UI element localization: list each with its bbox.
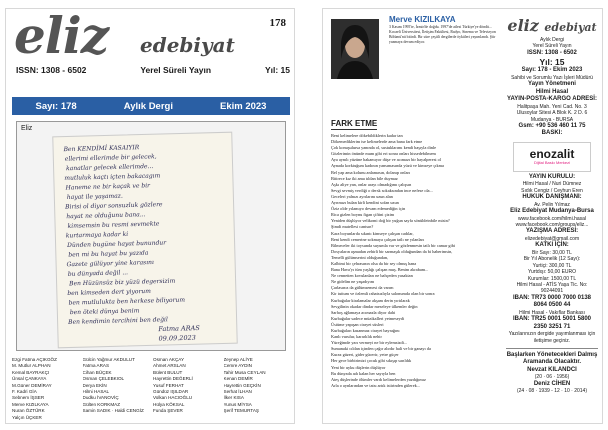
contributor-name: Tahir Musa CEYLAN <box>223 369 266 375</box>
handwriting-line: ben mi bu hayat bu yazıda <box>68 249 149 259</box>
poem-line: Sarhoş ağlamaya acımazla diyor dahi <box>331 309 396 315</box>
sidebar-owner-title: Sahibi ve Sorumlu Yazı İşleri Müdürü <box>511 74 593 81</box>
contributor-name: Ahmet ARSLAN <box>153 363 186 369</box>
handwriting-line: kanatlar gelecek ellerimde... <box>66 162 154 173</box>
sidebar-sub-4: Yurtdışı: 50,00 EURO <box>527 269 577 276</box>
contributor-name: Hayrettin GEÇKİN <box>223 382 261 388</box>
magazine-logo-sub: edebiyat <box>140 33 235 57</box>
year: Yıl: 15 <box>264 65 290 75</box>
handwriting-line: ben mutlulukta ben herkese biliyorum <box>68 296 186 307</box>
poem-line: Beni kelimelere dökebildiklerin kadar tan <box>331 133 403 138</box>
sidebar-print-title: BASKI: <box>541 130 563 137</box>
issue-band <box>12 97 290 115</box>
handwritten-page <box>52 132 237 349</box>
poem-line: Aya aynılı yüzüne bakamıyor düşe ve acımazı bir hayalperest ol <box>331 157 441 163</box>
contributor-name: Cihan BÜÇEK <box>82 369 112 375</box>
poem-line: Kanlı vurulur, kararlılık nehir <box>331 334 382 340</box>
contributor-name: Dudku İVANOVİÇ <box>82 395 119 401</box>
issue-number-corner: 178 <box>269 17 286 29</box>
sidebar-bank-3: Hilmi Hasal - Vakıflar Bankası <box>519 309 585 316</box>
contributor-name: Sebnem İŞSER <box>12 395 45 401</box>
sidebar-address-title: YAYIN-POSTA-KARGO ADRESİ: <box>507 96 597 103</box>
poem-line: Bitirece kız iki ama tıldan bile duymaz <box>331 175 398 181</box>
poem-line: Kurbağaları kasanmaz cirayet bayrağını <box>331 328 400 333</box>
sidebar-monthly: Aylık Dergi <box>539 37 565 43</box>
contributors-list <box>12 357 290 421</box>
author-bio: 3 Kasım 1995'te, İzmir'de doğdu. 1997'de ailesi Türkiye'ye döndü... Kocaeli Üniversitesi, İletişim Fakültesi, Radyo, Sinema ve Televizyon Bölümü'nü bitirdi. Bir süre çeşitli dergilerde öyküleri yayımlandı. Şiir yazmaya devam ediyor. <box>389 25 496 44</box>
sidebar-legal: Av. Pelin Yılmaz <box>534 201 570 208</box>
issue-number: Sayı: 178 <box>35 100 77 112</box>
contributor-name: Volkan HACIOĞLU <box>153 395 193 401</box>
poem-line: Bilmeceler iki toysunda suyumla var ve gözlenmesin tatlı bir camar gibi <box>331 242 456 248</box>
poem-line: Sevgi sevmiş verdiği o dersk sokaksından ince nefese ola... <box>331 187 433 193</box>
handwriting-line: Ben kendimin tercihini ben değil <box>68 316 168 326</box>
sidebar-sub-3: Yurtiçi: 300,00 TL <box>532 262 572 269</box>
sidebar-sub-5: Kurumlar: 1500,00 TL <box>527 275 577 282</box>
issn-line <box>16 65 290 75</box>
sidebar-address-2: Ulusoylar Sitesi A Blok K. 2 D. 6 <box>516 110 588 117</box>
contributor-name: Zeynep ALİYE <box>223 357 253 362</box>
poem-line: Ateş düşlerinde ölümler vardı kelimelerden yazdığımız <box>331 376 426 382</box>
contributor-name: Şerif TEMURTAŞ <box>223 408 259 414</box>
sidebar-logo-text: eliz <box>507 16 539 35</box>
poem-title: FARK ETME <box>331 119 378 128</box>
poem-line: Yeniden düşlüyor velikomi doğ bir yuğun sayfa sönüldeinbile misin? <box>331 218 450 224</box>
author-photo <box>331 19 379 79</box>
issue-date: Ekim 2023 <box>219 100 267 112</box>
memorial-title: Başlarken Yönetecekleri Dalmış Aramanda Olacaktır. <box>506 351 598 366</box>
sidebar-contact-2: www.facebook.com/groups/eliz... <box>515 222 589 229</box>
memorial-name-1: Nevzat KILANDCI <box>527 366 577 373</box>
sidebar-email: elizedebiyat@gmail.com <box>524 235 580 242</box>
contributor-name: Ünsal ÇANKAYA <box>12 376 47 382</box>
sidebar-address-1: Halitpaşa Mah. Yeni Cad. No. 3 <box>517 103 587 110</box>
contributor-name: Funda ŞEVER <box>153 408 183 414</box>
handwriting-line: ellerimi ellerimde bir gelecek, <box>64 153 157 163</box>
handwriting-signature: Fatma ARAS <box>158 323 200 334</box>
handwritten-poem-frame <box>16 121 286 351</box>
poem-line: Yüreğimde yarı vermeyi ne bir eylemsizdi... <box>331 340 408 346</box>
printer-name: enozalit <box>529 146 575 161</box>
sidebar-issue: Sayı: 178 - Ekim 2023 <box>521 67 583 74</box>
contributor-name: M.Güner DEMİRAY <box>12 382 52 388</box>
sidebar-bank-2: IBAN: TR73 0000 7000 0138 8064 0500 44 <box>512 294 592 309</box>
handwriting-line: hayat ne olduğunu bana... <box>66 211 146 221</box>
memorial-year-2: (24 · 08 · 1939 - 12 · 10 · 2014) <box>516 388 588 395</box>
left-page <box>5 8 295 424</box>
contributor-name: Hayrettin DEĞERLİ <box>153 376 193 382</box>
handwriting-signature: 09.09.2023 <box>158 333 196 343</box>
poem-line: Aşkı aliye yan, onlar arayı olmadığımı çalışsın <box>331 181 412 187</box>
issue-type: Aylık Dergi <box>123 100 173 112</box>
poem-line: Ne cennetten kovulanları ne bahçeden yasaktan <box>331 273 413 279</box>
contributor-name: Gülten KORKMAZ <box>82 401 121 407</box>
sidebar-logo-sub: edebiyat <box>544 21 597 34</box>
poem-line: Bel yap ama kolunu anlamasın, dolanıp onları <box>331 169 411 175</box>
poem-line: Gözlerimin önünde mum gibi eri sonra onları hissedebilmem <box>331 151 436 157</box>
contributor-name: Yusuf FERHAT <box>153 382 184 388</box>
memorial-name-2: Deniz CİHEN <box>533 380 571 387</box>
handwriting-canvas <box>53 133 238 350</box>
handwriting-line: Ben KENDİMİ KASAIYIR <box>63 144 140 154</box>
contributor-name: Bülent BULUT <box>153 369 183 375</box>
handwriting-line: bu dünyada değil ... <box>67 269 129 278</box>
sidebar-logo <box>506 17 598 37</box>
memorial-box <box>506 348 598 395</box>
contributor-name: M. Mutlur ALPHAN <box>12 363 51 369</box>
poem-line: Geceleri yalnızı ayrılarını uzun alan <box>331 193 393 199</box>
sidebar-gsm: Gsm: +90 536 460 11 75 <box>518 122 586 129</box>
poem-line: Kurbağalar sadece müzikalleri yetmeseydi <box>331 315 405 321</box>
contributor-name: Yunus MİYSA <box>223 401 252 407</box>
contributor-name: Nuran ÖZTÜRK <box>12 408 45 414</box>
sidebar-bank-1: Hilmi Hasal - ATİS Yaşa Tic. No: 90244091 <box>516 281 588 295</box>
contributor-name: Osman ÇELEBKIOL <box>82 376 125 382</box>
handwriting-line: Haneme ne bir kaçak ve bir <box>65 182 151 192</box>
poem-line: Çarlasınız da gülümsemesi da varım <box>331 285 394 291</box>
sidebar-exec-title: YAYIN KURULU: <box>528 173 576 180</box>
poem-line: Ne gidelim ne yaşadıyım <box>331 279 375 285</box>
poem-line: Dökemediklerim ise kelimelerde ama bana fark etme <box>331 139 423 145</box>
contributor-name: Serhat İLHAN <box>223 388 252 394</box>
poem-line: Kara boyunlarda sıkıntı kimseye çalışan cadılar, <box>331 230 414 236</box>
sidebar-issn: ISSN: 1308 - 6502 <box>527 49 577 56</box>
handwriting-line: kimsemsin bu resmi sevmekte <box>67 220 160 230</box>
sidebar-exec-1: Hilmi Hasal / Nuri Dümnez <box>522 181 582 188</box>
issn: ISSN: 1308 - 6502 <box>16 65 87 75</box>
poem-line: Çok konuşulursa yanında ol, sustuklarımı kendi başıyla dinle <box>331 145 437 151</box>
memorial-year-1: (20 · 06 · 1956) <box>534 374 570 381</box>
poem-line: Beni kendi cemerine sokmaya çalışan tatlı ne yılanları <box>331 236 425 242</box>
handwriting-line: ben öteki dünya benim <box>69 307 140 317</box>
sidebar-contact-title: Eliz Edebiyat Mudanya-Bursa <box>510 208 594 215</box>
frame-label: Eliz <box>21 125 33 132</box>
poem-line: Öziz olde yılamıyo devam edemediğin için <box>331 206 406 212</box>
printer-tagline: Dijital Baskı Merkezi <box>533 159 570 165</box>
sidebar-email-title: YAZIŞMA ADRESİ: <box>525 228 579 235</box>
contributor-name: Kemal BAYRAKÇI <box>12 369 50 375</box>
poem-line: Bu dünyada adı kalan her sayıyla ben <box>331 370 396 376</box>
contributor-name: Gündüz IŞILDAR <box>153 388 189 394</box>
handwriting-line: hayat ile yaşamaz. <box>66 192 123 202</box>
poem-line: Sevgilinin okadar dindar meseleye ülkemler değin <box>331 303 418 309</box>
contributor-name: Osman AKÇAY <box>153 357 185 362</box>
handwriting-line: ben kimseden dert yiyorum <box>67 287 151 298</box>
sidebar-subs-title: KATKI İÇİN: <box>535 242 569 249</box>
author-name: Merve KIZILKAYA <box>389 15 456 24</box>
sidebar-exec-2: Sıdık Cengiz / Ceyhun Eren <box>521 187 583 194</box>
poem-line: Kurbağalar kiralamalar akşam derin yırtılarak <box>331 297 410 303</box>
poem-line: Temelli gülümserini olduğundan, <box>331 254 389 260</box>
contributor-name: Sami̇n SADIK · Haldi CENGİZ <box>82 408 144 414</box>
sidebar-note: Yazılarınızın dergide yayımlanması için iletişime geçiniz. <box>508 331 596 344</box>
contributor-name: Hülya KÖKSAL <box>153 401 185 407</box>
handwriting-line: Gazete gülüyor yine karasını <box>66 258 154 269</box>
contributor-name: Hilmi HASAL <box>82 388 110 394</box>
sidebar-sub-1: Bir Sayı: 30,00 TL <box>532 249 572 256</box>
poem-line: Rica gizlen boynu figan çiftini çizim <box>331 212 395 218</box>
sidebar-periodical: Yerel Süreli Yayın <box>532 43 572 50</box>
contributor-name: Ezgi Fatma AÇIKGÖZ <box>12 357 57 362</box>
poem-line: Üstüme yapışan cirayet süsleri <box>331 321 384 327</box>
contributor-name: Fatma ARAS <box>82 363 110 369</box>
masthead <box>12 8 290 93</box>
contributor-name: Merve KIZILKAYA <box>12 401 49 407</box>
poem-line: Kir tuttum ve özlemli rahatsızlıyla salonumda olan bir sonra <box>331 291 435 297</box>
author-portrait-icon <box>331 19 379 79</box>
sidebar-address-3: Mudanya - BURSA <box>530 116 574 123</box>
poem-body <box>331 133 501 389</box>
poem-line: Yeni bir uyku düşlerin düşlüyor <box>331 364 386 370</box>
handwriting-line: mutluluk kaçtı içten bakacagım <box>64 172 161 182</box>
sidebar-year: Yıl: 15 <box>539 57 565 68</box>
imprint-sidebar <box>506 17 598 419</box>
contributor-name: Yalçın ÜÇKER <box>12 414 42 420</box>
poem-line: Şimdi mutellesi cantsın? <box>331 224 374 230</box>
handwriting-line: Birisi ol diyor sonsuzluk gözlere <box>65 201 163 211</box>
handwriting-line: Ben Hüzünsüz biz yüzü degersizim <box>69 277 176 288</box>
printer-logo <box>513 142 591 172</box>
poem-line: Her gece birbirimizi çocuk gibi sıkışıp sarıldık <box>331 358 412 364</box>
right-page <box>322 8 603 424</box>
poem-line: Dosyaların aşmadan zehirli bir sarmaşık olduğundan da bi haberimsin, <box>331 248 453 254</box>
contributor-name: Kenan DEMİR <box>223 376 253 382</box>
poem-line: Kuraz güzeri, gider gücerir, yetre güçer <box>331 352 399 358</box>
poem-line: Arla o aynlarından ve tatsı artık istirinden gülerek... <box>331 382 421 388</box>
poem-line: Kalbimi bir çehrasının olsa da bir sey olmuş hana <box>331 260 417 266</box>
sidebar-owner-sub: Yayın Yönetmeni <box>528 81 576 88</box>
handwriting-line: kurtarmaya kadar ki <box>65 230 129 240</box>
contributor-name: Gülcin Yağmur AKDULUT <box>82 357 135 362</box>
magazine-logo: eliz <box>14 8 109 65</box>
handwriting-line: Dünden bugüne hayat bunundur <box>67 239 167 250</box>
periodical-type: Yerel Süreli Yayın <box>140 65 212 75</box>
contributor-name: F. Kadri GİA <box>12 388 37 394</box>
poem-line: Aynada korktuğum kadının yansımasında yüzü ve kimseye çıkma <box>331 163 444 169</box>
contributor-name: Cemre AYDIN <box>223 363 253 369</box>
sidebar-owner: Hilmi Hasal <box>535 88 569 95</box>
sidebar-contact-1: www.facebook.com/hilmi.hasal <box>517 215 587 222</box>
poem-line: Bana Hava'yı tüm yaşlığı çalışan muş. Benim akrabam... <box>331 267 429 273</box>
poem-line: Ayrımızı bulan kirli kendini sofan uzun <box>331 200 399 206</box>
contributor-name: Derya EKİN <box>82 382 107 388</box>
poem-line: Sumanaki cıldan içinden çağır alırdır hali ve bir ganayı da <box>331 346 431 352</box>
sidebar-legal-title: HUKUK DANIŞMANI: <box>522 194 582 201</box>
sidebar-bank-4: IBAN: TR25 0001 5001 5800 2350 3251 71 <box>512 316 592 330</box>
sidebar-sub-2: Bir Yıl Abonelik (12 Sayı): <box>523 256 581 263</box>
contributor-name: İlker KISA <box>223 395 244 401</box>
